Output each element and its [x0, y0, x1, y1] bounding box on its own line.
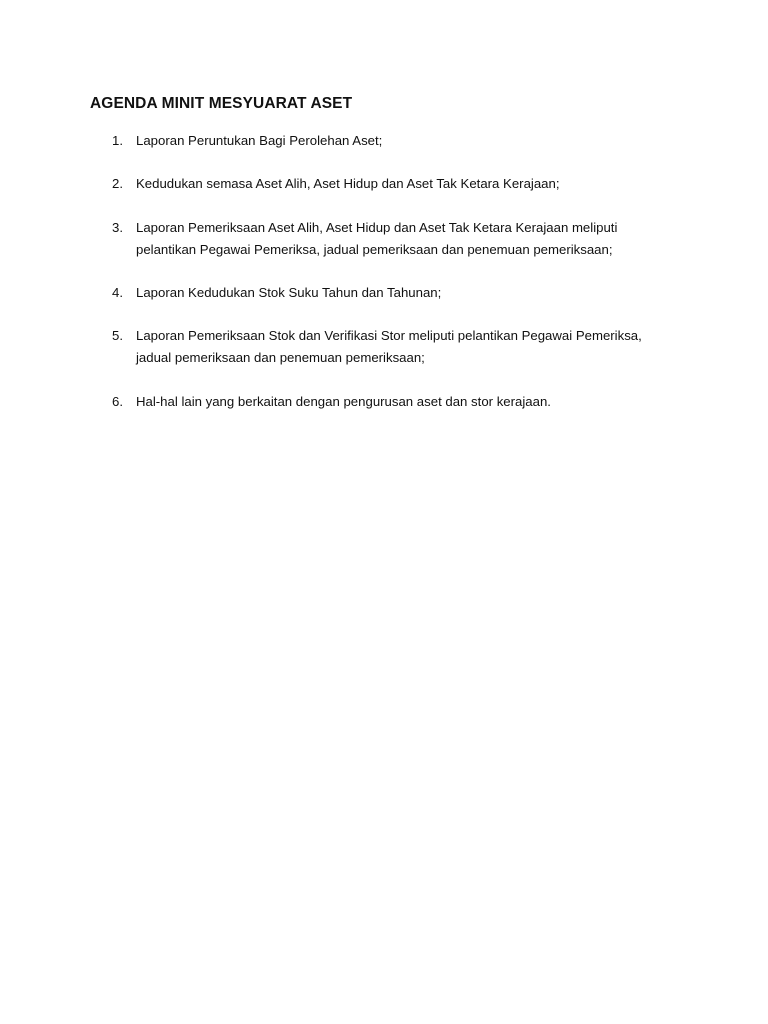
agenda-item-number: 3. [112, 220, 123, 235]
agenda-item-text [136, 325, 696, 369]
document-title: AGENDA MINIT MESYUARAT ASET [90, 95, 353, 112]
agenda-item-text [136, 130, 696, 152]
agenda-item-text [136, 217, 696, 261]
agenda-item-text [136, 391, 696, 413]
agenda-item-number: 5. [112, 328, 123, 343]
agenda-item-number: 6. [112, 394, 123, 409]
agenda-item-number: 4. [112, 285, 123, 300]
agenda-item-number: 2. [112, 176, 123, 191]
agenda-item-line: pelantikan Pegawai Pemeriksa, jadual pemeriksaan dan penemuan pemeriksaan; [136, 242, 613, 257]
agenda-item-line: Kedudukan semasa Aset Alih, Aset Hidup dan Aset Tak Ketara Kerajaan; [136, 176, 560, 191]
agenda-item-line: Laporan Pemeriksaan Aset Alih, Aset Hidup dan Aset Tak Ketara Kerajaan meliputi [136, 220, 618, 235]
agenda-item-number: 1. [112, 133, 123, 148]
agenda-item-line: Laporan Kedudukan Stok Suku Tahun dan Tahunan; [136, 285, 442, 300]
agenda-item-line: Laporan Peruntukan Bagi Perolehan Aset; [136, 133, 383, 148]
agenda-item-line: Laporan Pemeriksaan Stok dan Verifikasi Stor meliputi pelantikan Pegawai Pemeriksa, [136, 328, 642, 343]
agenda-item-line: jadual pemeriksaan dan penemuan pemeriksaan; [136, 350, 425, 365]
agenda-item-line: Hal-hal lain yang berkaitan dengan pengurusan aset dan stor kerajaan. [136, 394, 551, 409]
agenda-item-text [136, 282, 696, 304]
agenda-item-text [136, 173, 696, 195]
